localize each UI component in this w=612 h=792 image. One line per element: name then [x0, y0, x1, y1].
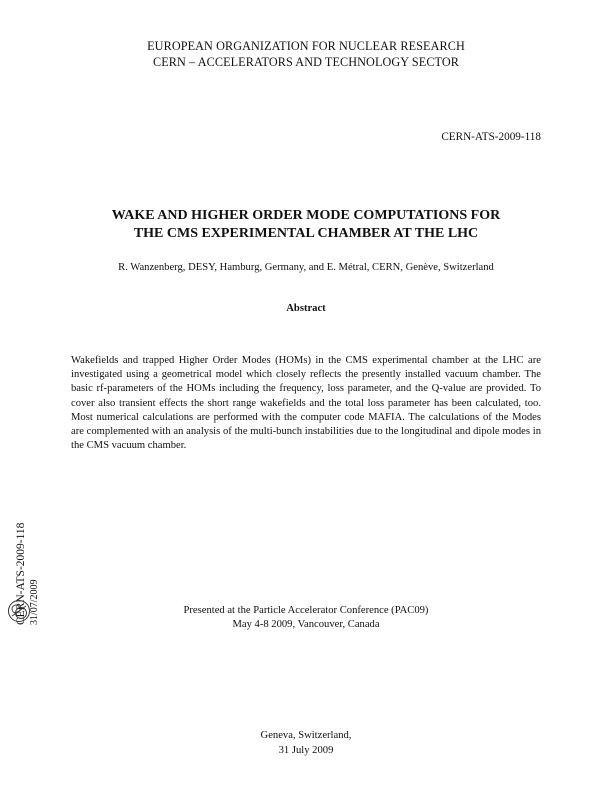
report-number: CERN-ATS-2009-118	[441, 131, 541, 143]
date: 31 July 2009	[278, 744, 334, 756]
cern-logo-icon	[7, 599, 31, 623]
side-stamp	[5, 465, 39, 625]
place: Geneva, Switzerland,	[260, 730, 352, 741]
conference-info	[0, 604, 612, 632]
abstract-text: Wakefields and trapped Higher Order Modes (HOMs) in the CMS experimental chamber at the LHC are investigated using a geometrical model which closely reflects the presently installed vacuum chamber. The basic rf-parameters of the HOMs including the frequency, loss parameter, and the Q-value are provided. To cover also transient effects the short range wakefields and the total loss parameter has been calculated, too. Most numerical calculations are performed with the computer code MAFIA. The calculations of the Modes are complemented with an analysis of the multi-bunch instabilities due to the longitudinal and dipole modes in the CMS vacuum chamber.	[71, 355, 541, 452]
conference-line-2: May 4-8 2009, Vancouver, Canada	[232, 619, 380, 630]
title-line-1: WAKE AND HIGHER ORDER MODE COMPUTATIONS FOR	[111, 208, 501, 223]
place-and-date	[0, 729, 612, 758]
stamp-report-id: CERN-ATS-2009-118	[15, 522, 27, 625]
org-line-2: CERN – ACCELERATORS AND TECHNOLOGY SECTOR	[153, 55, 459, 69]
paper-title	[0, 207, 612, 243]
stamp-date: 31/07/2009	[29, 579, 40, 625]
abstract-heading: Abstract	[286, 303, 326, 314]
org-line-1: EUROPEAN ORGANIZATION FOR NUCLEAR RESEARCH	[147, 39, 465, 53]
authors: R. Wanzenberg, DESY, Hamburg, Germany, and E. Métral, CERN, Genève, Switzerland	[118, 262, 494, 273]
title-line-2: THE CMS EXPERIMENTAL CHAMBER AT THE LHC	[133, 226, 479, 241]
conference-line-1: Presented at the Particle Accelerator Conference (PAC09)	[183, 605, 429, 616]
organization-header	[0, 38, 612, 70]
